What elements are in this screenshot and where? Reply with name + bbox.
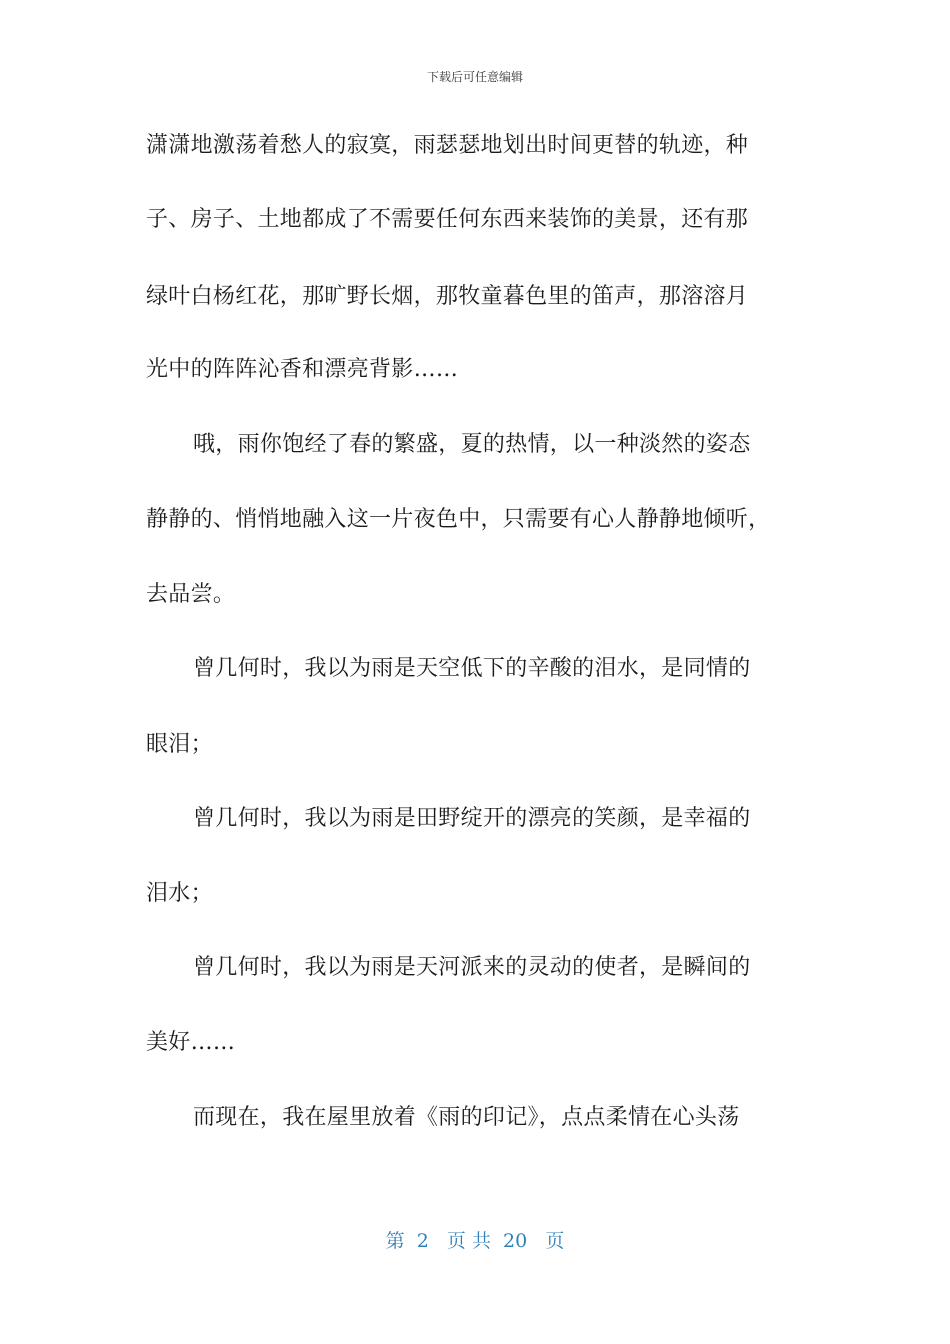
text-line: 子、房子、土地都成了不需要任何东西来装饰的美景，还有那 — [146, 207, 749, 232]
paragraph-start-line: 而现在，我在屋里放着《雨的印记》，点点柔情在心头荡 — [193, 1105, 740, 1130]
paragraph-start-line: 哦，雨你饱经了春的繁盛，夏的热情，以一种淡然的姿态 — [193, 432, 751, 457]
text-line: 光中的阵阵沁香和漂亮背影…… — [146, 357, 459, 382]
text-line: 静静的、悄悄地融入这一片夜色中，只需要有心人静静地倾听， — [146, 507, 771, 532]
paragraph-start-line: 曾几何时，我以为雨是田野绽开的漂亮的笑颜，是幸福的 — [193, 806, 751, 831]
text-line: 绿叶白杨红花，那旷野长烟，那牧童暮色里的笛声，那溶溶月 — [146, 284, 749, 309]
paragraph-start-line: 曾几何时，我以为雨是天空低下的辛酸的泪水，是同情的 — [193, 656, 751, 681]
text-line: 眼泪； — [146, 732, 213, 757]
page-number: 第 2 页 共 20 页 — [385, 1230, 565, 1252]
text-line: 美好…… — [146, 1030, 236, 1055]
text-line: 去品尝。 — [146, 582, 236, 607]
text-line: 泪水； — [146, 881, 213, 906]
paragraph-start-line: 曾几何时，我以为雨是天河派来的灵动的使者，是瞬间的 — [193, 955, 751, 980]
header-note: 下载后可任意编辑 — [426, 70, 523, 84]
text-line: 潇潇地激荡着愁人的寂寞，雨瑟瑟地划出时间更替的轨迹，种 — [146, 133, 749, 158]
